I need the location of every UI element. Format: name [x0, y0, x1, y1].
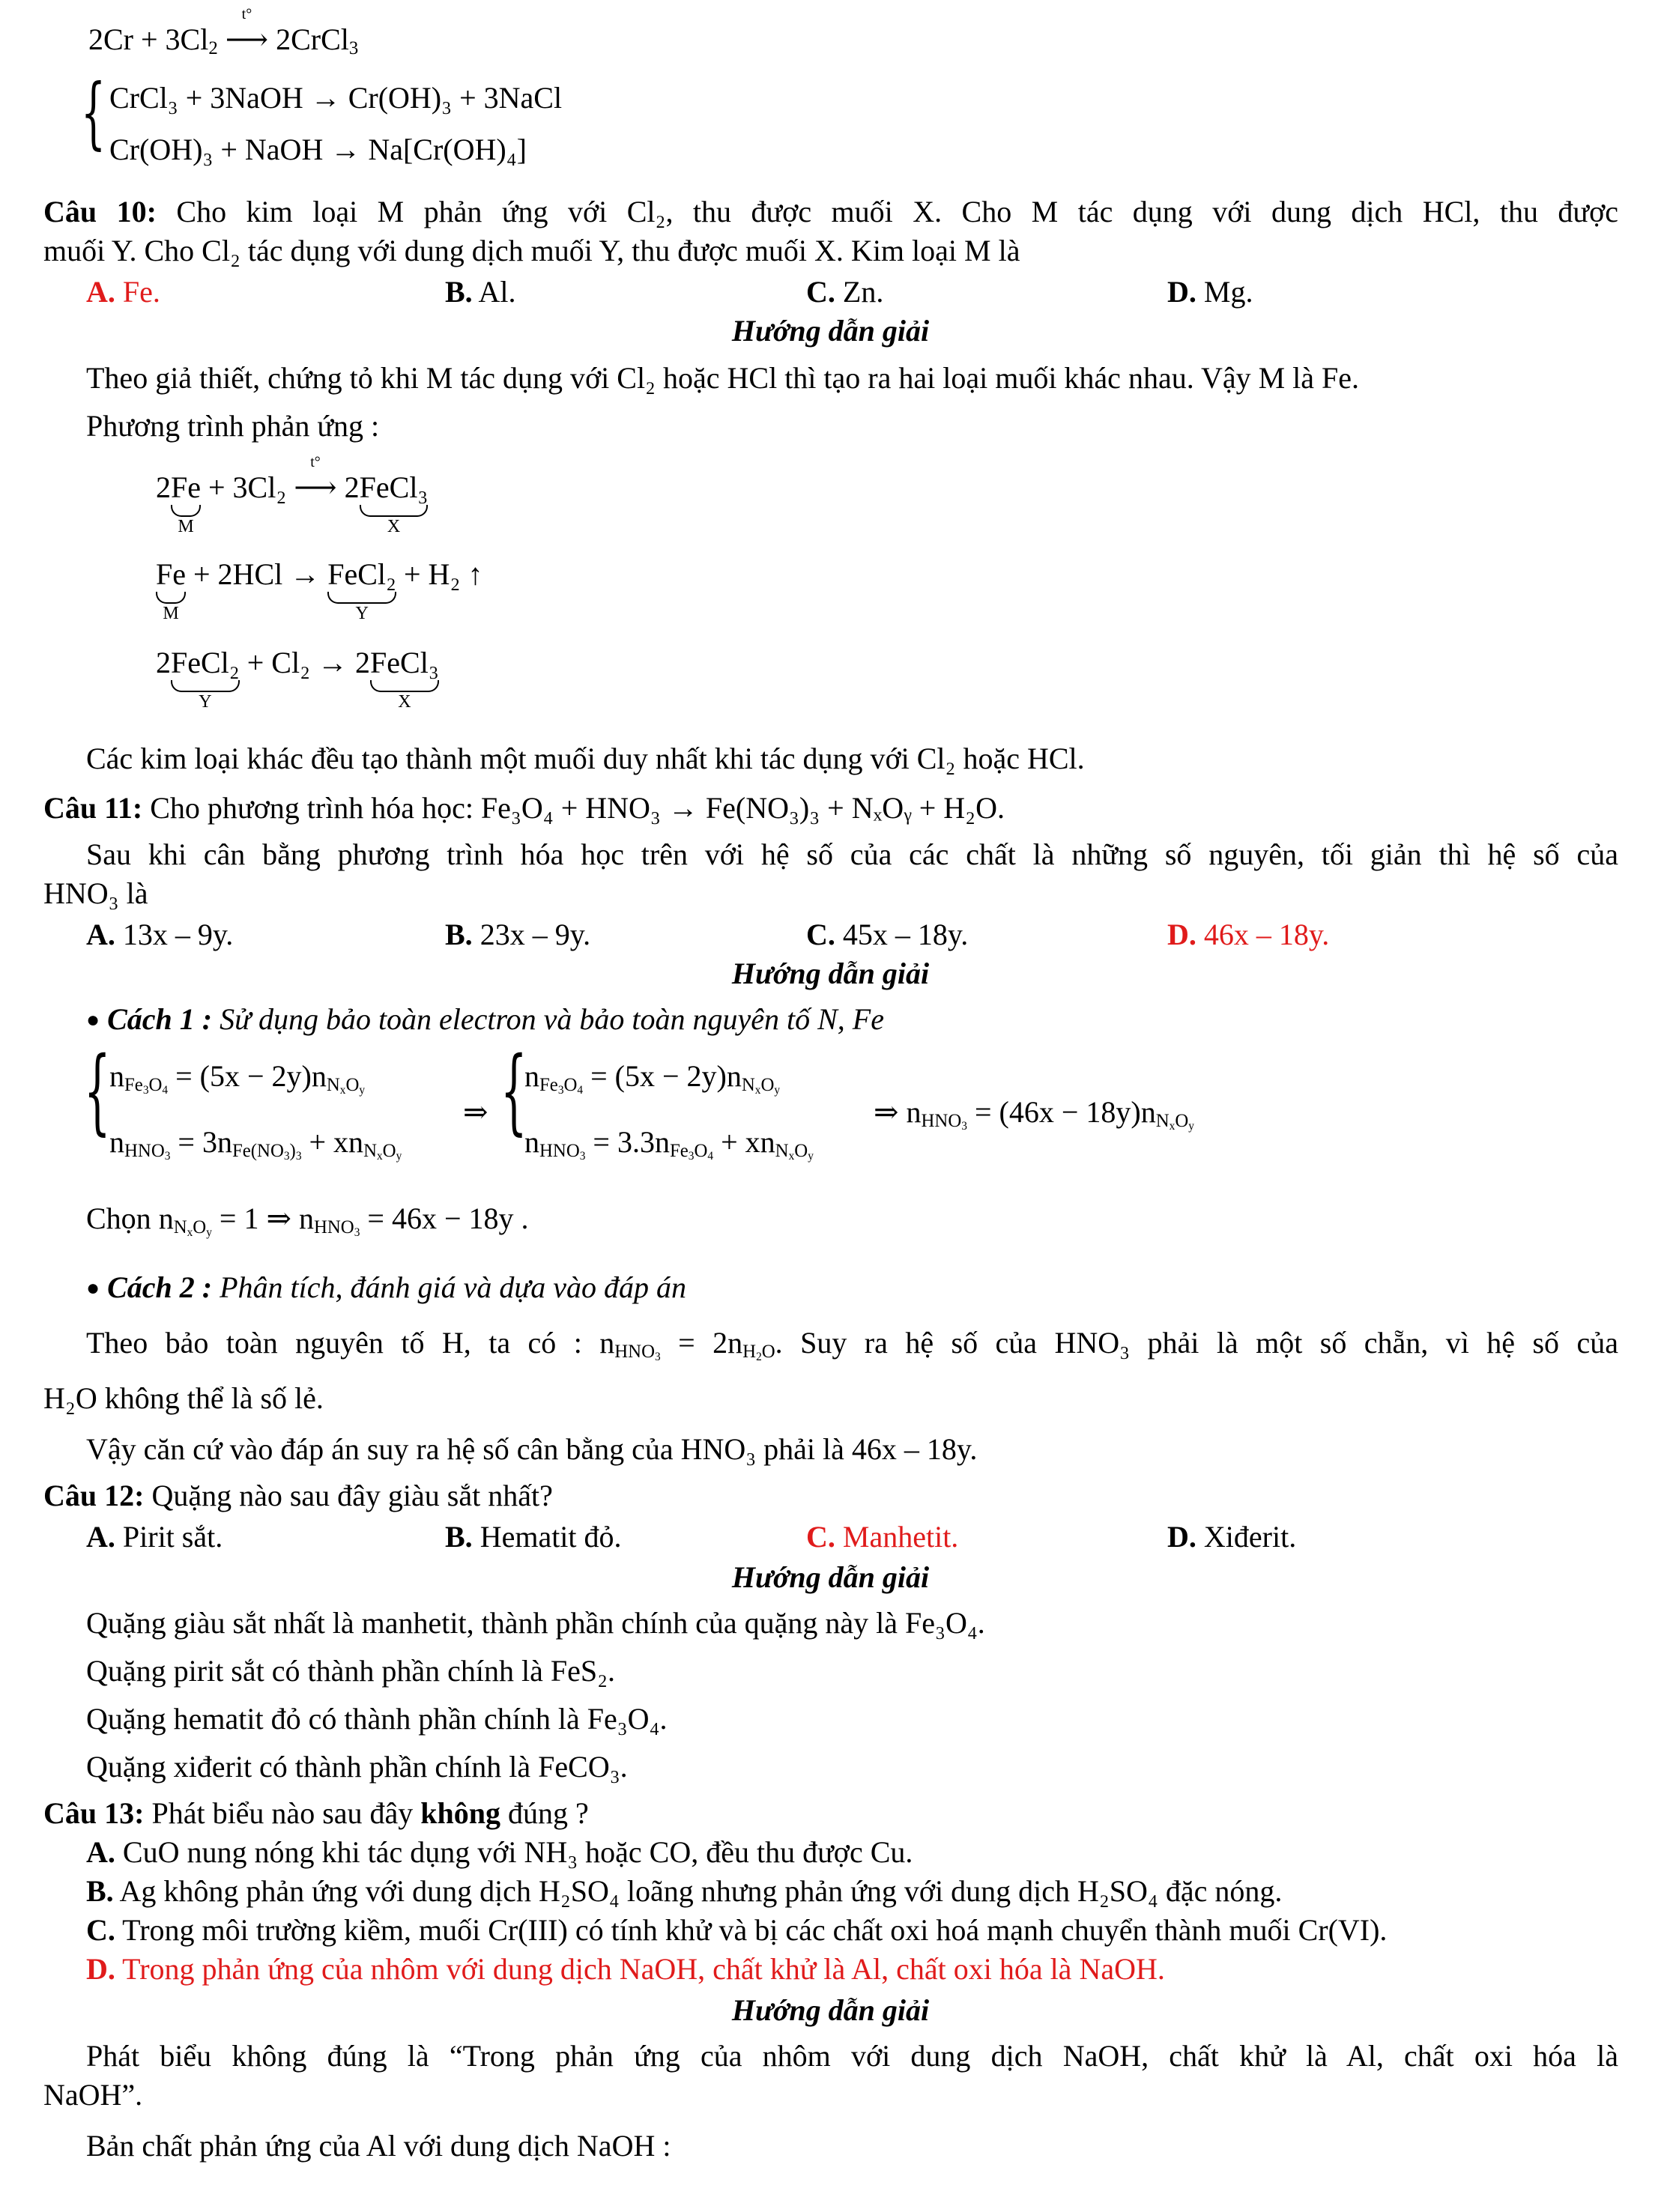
q11-b-letter: B.	[445, 918, 473, 951]
q13-solution-2: NaOH”.	[43, 2078, 143, 2112]
underbrace-m	[171, 470, 201, 536]
q11-c-text: 45x – 18y.	[835, 918, 969, 951]
coef: 2	[156, 646, 171, 679]
q10-solution-2: Phương trình phản ứng :	[86, 409, 380, 443]
q11-text-line2: Sau khi cân bằng phương trình hóa học trên với hệ số của các chất là những số nguyên, tối giản thì hệ số của	[86, 837, 1618, 871]
q11-b-text: 23x – 9y.	[472, 918, 591, 951]
q12-option-d	[1167, 1519, 1296, 1554]
reaction-fe-cl2	[156, 454, 429, 536]
q12-b-letter: B.	[445, 1520, 473, 1554]
q10-solution-3: Các kim loại khác đều tạo thành một muối duy nhất khi tác dụng với Cl₂ hoặc HCl.	[86, 742, 1085, 775]
q12-option-c	[806, 1519, 958, 1554]
q12-a-text: Pirit sắt.	[115, 1520, 223, 1554]
q11-a-text: 13x – 9y.	[115, 918, 234, 951]
sys1-eq1: $n_{Fe_3O_4} = (5x - 2y)n_{N_xO_y}$	[109, 1059, 366, 1097]
q10-option-a	[86, 274, 160, 309]
q10-c-letter: C.	[806, 275, 835, 309]
result-text: = (46x − 18y)	[974, 1095, 1141, 1129]
sys2-eq1: $n_{Fe_3O_4} = (5x - 2y)n_{N_xO_y}$	[524, 1059, 781, 1097]
coef: 2	[344, 470, 360, 504]
system-brace-2: {	[500, 1039, 527, 1146]
q13-option-b	[86, 1874, 1282, 1909]
q10-label: Câu 10:	[43, 195, 157, 228]
result-equation: ⇒ $n_{HNO_3} = (46x - 18y)n_{N_xO_y}$	[874, 1095, 1194, 1133]
q13-solution-1: Phát biểu không đúng là “Trong phản ứng của nhôm với dung dịch NaOH, chất khử là Al, chất oxi hóa là	[86, 2039, 1618, 2073]
q13-c-letter: C.	[86, 1913, 115, 1947]
q10-c-text: Zn.	[835, 275, 884, 309]
underbrace-y	[327, 557, 396, 623]
q10-b-letter: B.	[445, 275, 473, 309]
label-m: M	[163, 604, 179, 623]
method2-label: Cách 2 :	[107, 1270, 213, 1304]
q11-method2-line1: Theo bảo toàn nguyên tố H, ta có : $n_{HNO_3} = 2n_{H_2O}$. Suy ra hệ số của HNO₃ phải là một số chẵn, vì hệ số của	[86, 1326, 1619, 1364]
fecl3: FeCl₃	[370, 646, 439, 679]
q12-option-b	[445, 1519, 622, 1554]
m2-l1b: = 2	[678, 1326, 728, 1360]
q13-d-letter: D.	[86, 1952, 115, 1986]
q11-c-letter: C.	[806, 918, 835, 951]
method1-label: Cách 1 :	[107, 1002, 213, 1036]
q11-method1-title	[86, 1002, 884, 1037]
q10-a-letter: A.	[86, 275, 115, 309]
q12-option-a	[86, 1519, 223, 1554]
q11-d-text: 46x – 18y.	[1196, 918, 1330, 951]
q13-option-a	[86, 1835, 913, 1870]
sys2-eq2-text: = 3.3	[593, 1125, 655, 1159]
q10-option-c	[806, 274, 883, 309]
q12-question: Quặng nào sau đây giàu sắt nhất?	[144, 1479, 553, 1512]
q13-b-letter: B.	[86, 1874, 114, 1908]
q11-option-c	[806, 917, 968, 952]
equation-crcl3-naoh: CrCl₃ + 3NaOH → Cr(OH)₃ + 3NaCl	[109, 81, 563, 115]
heat-arrow: t° ⟶	[294, 454, 337, 504]
q13-a-text: CuO nung nóng khi tác dụng với NH₃ hoặc CO, đều thu được Cu.	[122, 1835, 913, 1869]
underbrace-x	[370, 646, 439, 712]
q10-option-b	[445, 274, 515, 309]
fecl2: FeCl₂	[171, 646, 240, 679]
bullet-icon: ●	[86, 1007, 100, 1032]
q13-solution-3: Bản chất phản ứng của Al với dung dịch NaOH :	[86, 2129, 671, 2163]
heat-cond: t°	[310, 454, 321, 470]
system-brace-1: {	[84, 1039, 111, 1146]
method2-text: Phân tích, đánh giá và dựa vào đáp án	[212, 1270, 686, 1304]
q10-a-text: Fe.	[115, 275, 160, 309]
equation-croh3-naoh: Cr(OH)₃ + NaOH → Na[Cr(OH)₄]	[109, 133, 527, 166]
q10-text-line2: muối Y. Cho Cl₂ tác dụng với dung dịch muối Y, thu được muối X. Kim loại M là	[43, 234, 1020, 267]
coef: 2	[156, 470, 171, 504]
reaction-fecl2-cl2	[156, 646, 439, 712]
label-x: X	[387, 517, 401, 536]
q11-guide-heading: Hướng dẫn giải	[731, 957, 930, 990]
q11-method2-line3: Vậy căn cứ vào đáp án suy ra hệ số cân bằng của HNO₃ phải là 46x – 18y.	[86, 1432, 978, 1466]
q13-d-text: Trong phản ứng của nhôm với dung dịch NaOH, chất khử là Al, chất oxi hóa là NaOH.	[122, 1952, 1165, 1986]
q12-d-letter: D.	[1167, 1520, 1196, 1554]
label-y: Y	[199, 692, 212, 712]
eq-left: 2Cr + 3Cl	[88, 22, 209, 56]
sys1-eq2-text: = 3	[178, 1125, 217, 1159]
label-y: Y	[355, 604, 369, 623]
system-brace: {	[81, 69, 106, 159]
q11-choose-line: Chọn $n_{N_xO_y} = 1$ ⇒ $n_{HNO_3} = 46x - 18y$ .	[86, 1202, 529, 1240]
q13-a-letter: A.	[86, 1835, 115, 1869]
q12-solution-1: Quặng giàu sắt nhất là manhetit, thành phần chính của quặng này là Fe₃O₄.	[86, 1606, 985, 1640]
q12-a-letter: A.	[86, 1520, 115, 1554]
q13-option-d	[86, 1952, 1165, 1987]
m2-l1a: Theo bảo toàn nguyên tố H, ta có :	[86, 1326, 600, 1360]
q13-c-text: Trong môi trường kiềm, muối Cr(III) có tính khử và bị các chất oxi hoá mạnh chuyển thành muối Cr(VI).	[122, 1913, 1388, 1947]
q13-label: Câu 13:	[43, 1796, 145, 1830]
sys1-eq2: $n_{HNO_3} = 3n_{Fe(NO_3)_3} + xn_{N_xO_y}$	[109, 1125, 402, 1163]
label-x: X	[398, 692, 411, 712]
q12-guide-heading: Hướng dẫn giải	[731, 1560, 930, 1594]
q13-text-b: đúng ?	[500, 1796, 589, 1830]
q12-c-letter: C.	[806, 1520, 835, 1554]
mid: + Cl₂ → 2	[239, 646, 371, 679]
q11-d-letter: D.	[1167, 918, 1196, 951]
underbrace-x	[359, 470, 429, 536]
q12-c-text: Manhetit.	[835, 1520, 959, 1554]
heat-cond: t°	[241, 6, 252, 22]
fecl2: FeCl₂	[327, 557, 396, 591]
underbrace-m	[156, 557, 186, 623]
q11-line1: Cho phương trình hóa học: Fe₃O₄ + HNO₃ → Fe(NO₃)₃ + NₓOᵧ + H₂O.	[150, 791, 1005, 825]
sys2-eq2: $n_{HNO_3} = 3.3n_{Fe_3O_4} + xn_{N_xO_y}$	[524, 1125, 814, 1163]
q13-guide-heading: Hướng dẫn giải	[731, 1993, 930, 2027]
equation-cr-cl2: $2Cr + 3Cl_2$ t° ⟶ 2CrCl$_3$	[88, 6, 359, 59]
choose-prefix: Chọn	[86, 1202, 159, 1235]
q12-label: Câu 12:	[43, 1479, 145, 1512]
eq-right: 2CrCl	[276, 22, 349, 56]
q11-method2-title	[86, 1270, 686, 1305]
sys2-eq1-text: = (5x − 2y)	[590, 1059, 727, 1093]
q11-a-letter: A.	[86, 918, 115, 951]
q11-label: Câu 11:	[43, 791, 143, 825]
bullet-icon: ●	[86, 1276, 100, 1300]
q13-b-text: Ag không phản ứng với dung dịch H₂SO₄ loãng nhưng phản ứng với dung dịch H₂SO₄ đặc nóng.	[119, 1874, 1283, 1908]
mid: + 2HCl →	[186, 557, 328, 591]
q11-text-line1	[43, 791, 1005, 825]
reaction-fe-hcl	[156, 557, 483, 623]
fecl3: FeCl₃	[359, 470, 429, 504]
q12-solution-2: Quặng pirit sắt có thành phần chính là FeS₂.	[86, 1654, 616, 1688]
mid: + 3Cl₂	[201, 470, 294, 504]
sys1-eq1-text: = (5x − 2y)	[175, 1059, 312, 1093]
implies-arrow-1: ⇒	[463, 1095, 488, 1129]
q12-solution-3: Quặng hematit đỏ có thành phần chính là Fe₃O₄.	[86, 1702, 668, 1736]
q13-option-c	[86, 1913, 1387, 1948]
q13-text-a: Phát biểu nào sau đây	[144, 1796, 421, 1830]
label-m: M	[178, 517, 194, 536]
q11-option-b	[445, 917, 590, 952]
q10-text-line1	[43, 195, 1618, 229]
q13-text-bold: không	[420, 1796, 501, 1830]
m2-l1c: . Suy ra hệ số của HNO₃ phải là một số chẵn, vì hệ số của	[775, 1326, 1619, 1360]
tail: + H₂ ↑	[396, 557, 483, 591]
q12-d-text: Xiđerit.	[1196, 1520, 1297, 1554]
q12-b-text: Hematit đỏ.	[472, 1520, 622, 1554]
q11-method2-line2: H₂O không thể là số lẻ.	[43, 1381, 324, 1415]
q10-solution-1: Theo giả thiết, chứng tỏ khi M tác dụng với Cl₂ hoặc HCl thì tạo ra hai loại muối khác nhau. Vậy M là Fe.	[86, 361, 1360, 395]
choose-end: = 46x − 18y .	[367, 1202, 529, 1235]
q10-b-text: Al.	[472, 275, 516, 309]
q11-option-a	[86, 917, 233, 952]
fe: Fe	[171, 470, 201, 504]
q10-d-letter: D.	[1167, 275, 1196, 309]
q10-option-d	[1167, 274, 1253, 309]
fe: Fe	[156, 557, 186, 591]
choose-eq: = 1 ⇒	[219, 1202, 299, 1235]
q11-option-d	[1167, 917, 1329, 952]
q12-solution-4: Quặng xiđerit có thành phần chính là FeCO₃.	[86, 1750, 628, 1784]
q11-text-line3: HNO₃ là	[43, 876, 148, 910]
underbrace-y	[171, 646, 240, 712]
q10-d-text: Mg.	[1196, 275, 1253, 309]
method1-text: Sử dụng bảo toàn electron và bảo toàn nguyên tố N, Fe	[212, 1002, 884, 1036]
q13-text	[43, 1796, 589, 1831]
heat-arrow: t° ⟶	[225, 6, 269, 56]
q10-line1: Cho kim loại M phản ứng với Cl₂, thu được muối X. Cho M tác dụng với dung dịch HCl, thu được	[176, 195, 1619, 228]
q12-text	[43, 1479, 553, 1513]
q10-guide-heading: Hướng dẫn giải	[731, 314, 930, 348]
